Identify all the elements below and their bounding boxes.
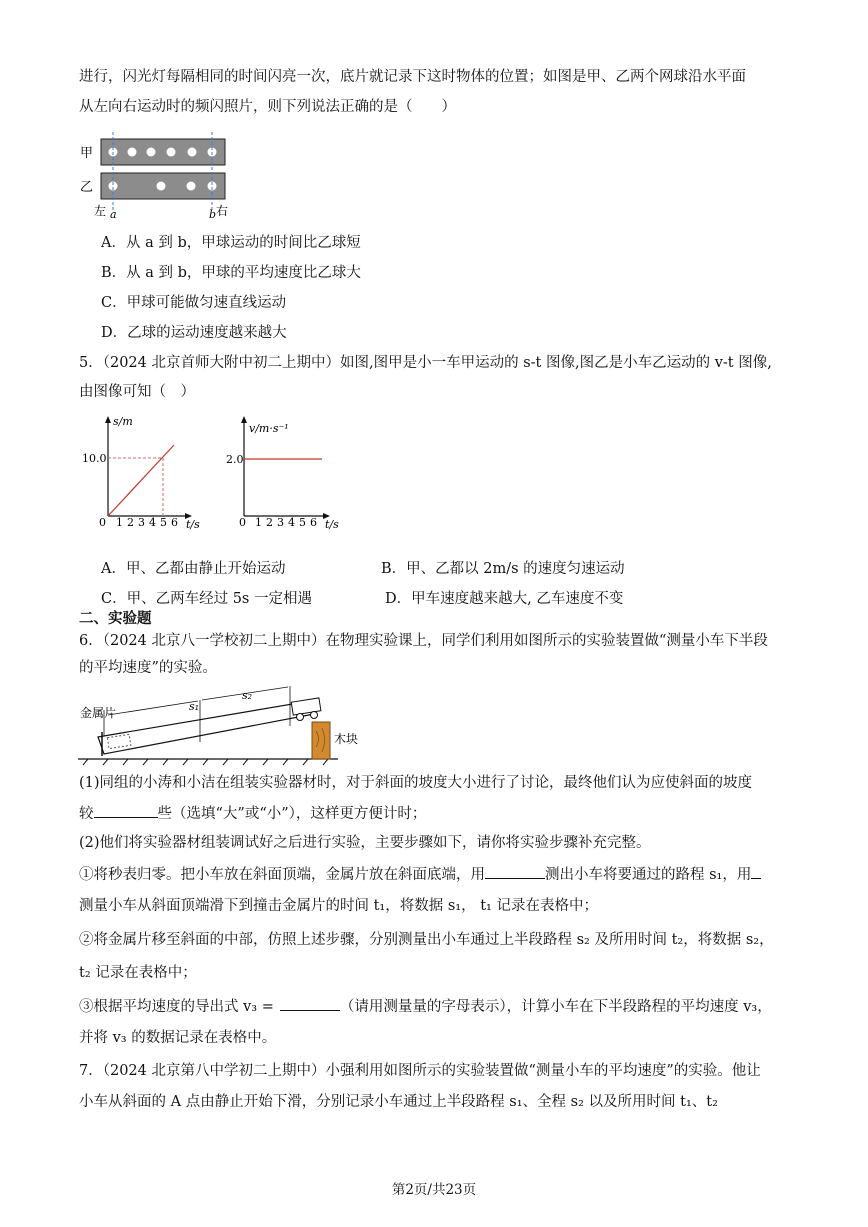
q4-option-b: B．从 a 到 b，甲球的平均速度比乙球大	[101, 265, 361, 281]
vt-tick-3: 3	[277, 516, 284, 529]
st-origin: 0	[99, 516, 106, 529]
vt-tick-5: 5	[299, 516, 306, 529]
q4-option-a: A．从 a 到 b，甲球运动的时间比乙球短	[101, 235, 361, 251]
vt-tick-4: 4	[288, 516, 295, 529]
q6-step3-post: （请用测量量的字母表示），计算小车在下半段路程的平均速度 v₃，	[339, 999, 772, 1015]
q6-step1-line-a	[79, 864, 761, 885]
q6-step2-line-b: t₂ 记录在表格中；	[79, 965, 197, 981]
section-heading: 二、实验题	[79, 610, 152, 627]
vt-tick-6: 6	[310, 516, 317, 529]
st-line	[108, 445, 174, 516]
q6-line-1: 6．（2024 北京八一学校初二上期中）在物理实验课上，同学们利用如图所示的实验装置做“测量小车下半段	[79, 633, 768, 649]
strobe-strip-jia	[101, 139, 225, 165]
q6-step1-pre: ①将秒表归零。把小车放在斜面顶端，金属片放在斜面底端，用	[79, 867, 485, 883]
q6-part2: (2)他们将实验器材组装调试好之后进行实验，主要步骤如下，请你将实验步骤补充完整。	[79, 835, 651, 851]
q5-line-2: 由图像可知（ ）	[79, 384, 195, 400]
q7-line-2: 小车从斜面的 A 点由静止开始下滑，分别记录小车通过上半段路程 s₁、全程 s₂ 以及所用时间 t₁、t₂	[79, 1094, 718, 1110]
a-label: a	[110, 208, 117, 221]
st-tick-4: 4	[149, 516, 156, 529]
st-xlabel: t/s	[186, 518, 200, 530]
b-label: b	[209, 208, 217, 221]
answer-blank-slope[interactable]	[94, 803, 158, 818]
page-footer: 第2页/共23页	[391, 1182, 477, 1198]
block-label: 木块	[334, 732, 359, 746]
q6-step3-line-b: 并将 v₃ 的数据记录在表格中。	[79, 1030, 277, 1046]
ramp-board	[98, 701, 314, 754]
q7-line-1: 7．（2024 北京第八中学初二上期中）小强利用如图所示的实验装置做“测量小车的平均速度”的实验。他让	[79, 1063, 761, 1079]
vt-xlabel: t/s	[325, 518, 339, 530]
q4-option-d: D．乙球的运动速度越来越大	[101, 325, 287, 341]
q6-step1-line-b: 测量小车从斜面顶端滑下到撞击金属片的时间 t₁，将数据 s₁， t₁ 记录在表格中；	[79, 898, 598, 914]
s2-label: s₂	[242, 689, 253, 702]
metal-label: 金属片	[80, 706, 117, 720]
ramp-figure	[78, 686, 378, 766]
q6-step1-post: 测出小车将要通过的路程 s₁，用	[545, 867, 752, 883]
vt-ylabel: v/m·s⁻¹	[249, 422, 289, 435]
st-graph	[80, 412, 210, 530]
q6-part1-line-b	[79, 803, 426, 824]
vt-tick-1: 1	[255, 516, 262, 529]
answer-blank-tool[interactable]	[485, 864, 545, 879]
right-label: 右	[216, 204, 229, 218]
q5-option-c: C．甲、乙两车经过 5s 一定相遇	[101, 591, 312, 607]
st-tick-5: 5	[160, 516, 167, 529]
row-yi-label: 乙	[80, 180, 94, 195]
q5-option-b: B．甲、乙都以 2m/s 的速度匀速运动	[381, 561, 625, 577]
intro-line-1: 进行，闪光灯每隔相同的时间闪亮一次，底片就记录下这时物体的位置；如图是甲、乙两个网球沿水平面	[79, 69, 746, 85]
s1-label: s₁	[189, 700, 200, 713]
answer-blank-timer[interactable]	[751, 864, 761, 879]
answer-blank-formula[interactable]	[280, 996, 340, 1011]
wood-block	[312, 722, 330, 759]
left-label: 左	[94, 204, 107, 218]
row-jia-label: 甲	[80, 146, 94, 161]
q6-step2-line-a: ②将金属片移至斜面的中部，仿照上述步骤，分别测量出小车通过上半段路程 s₂ 及所用时间 t₂，将数据 s₂，	[79, 932, 774, 948]
q6-step3-pre: ③根据平均速度的导出式 v₃ =	[79, 999, 274, 1015]
q5-option-a: A．甲、乙都由静止开始运动	[101, 561, 286, 577]
intro-line-2: 从左向右运动时的频闪照片，则下列说法正确的是（ ）	[79, 99, 456, 115]
st-tick-6: 6	[171, 516, 178, 529]
strobe-photo-figure	[78, 132, 238, 224]
q4-option-c: C．甲球可能做匀速直线运动	[101, 295, 287, 311]
q5-option-d: D．甲车速度越来越大, 乙车速度不变	[385, 591, 624, 607]
st-yvalue: 10.0	[82, 452, 107, 465]
vt-graph	[222, 412, 352, 530]
st-ylabel: s/m	[113, 415, 133, 428]
vt-tick-2: 2	[266, 516, 273, 529]
q6-part1-post: 些（选填“大”或“小”），这样更方便计时；	[157, 806, 427, 822]
st-tick-1: 1	[116, 516, 123, 529]
q6-part1-pre: 较	[79, 806, 94, 822]
st-tick-3: 3	[138, 516, 145, 529]
vt-origin: 0	[239, 516, 246, 529]
vt-yvalue: 2.0	[226, 453, 244, 466]
q6-part1-line-a: (1)同组的小涛和小洁在组装实验器材时，对于斜面的坡度大小进行了讨论，最终他们认为应使斜面的坡度	[79, 775, 753, 791]
q6-line-2: 的平均速度”的实验。	[79, 660, 217, 676]
q6-step3-line-a	[79, 996, 772, 1017]
st-tick-2: 2	[127, 516, 134, 529]
q5-line-1: 5．（2024 北京首师大附中初二上期中）如图,图甲是小一车甲运动的 s-t 图像,图乙是小车乙运动的 v-t 图像,	[79, 355, 772, 371]
